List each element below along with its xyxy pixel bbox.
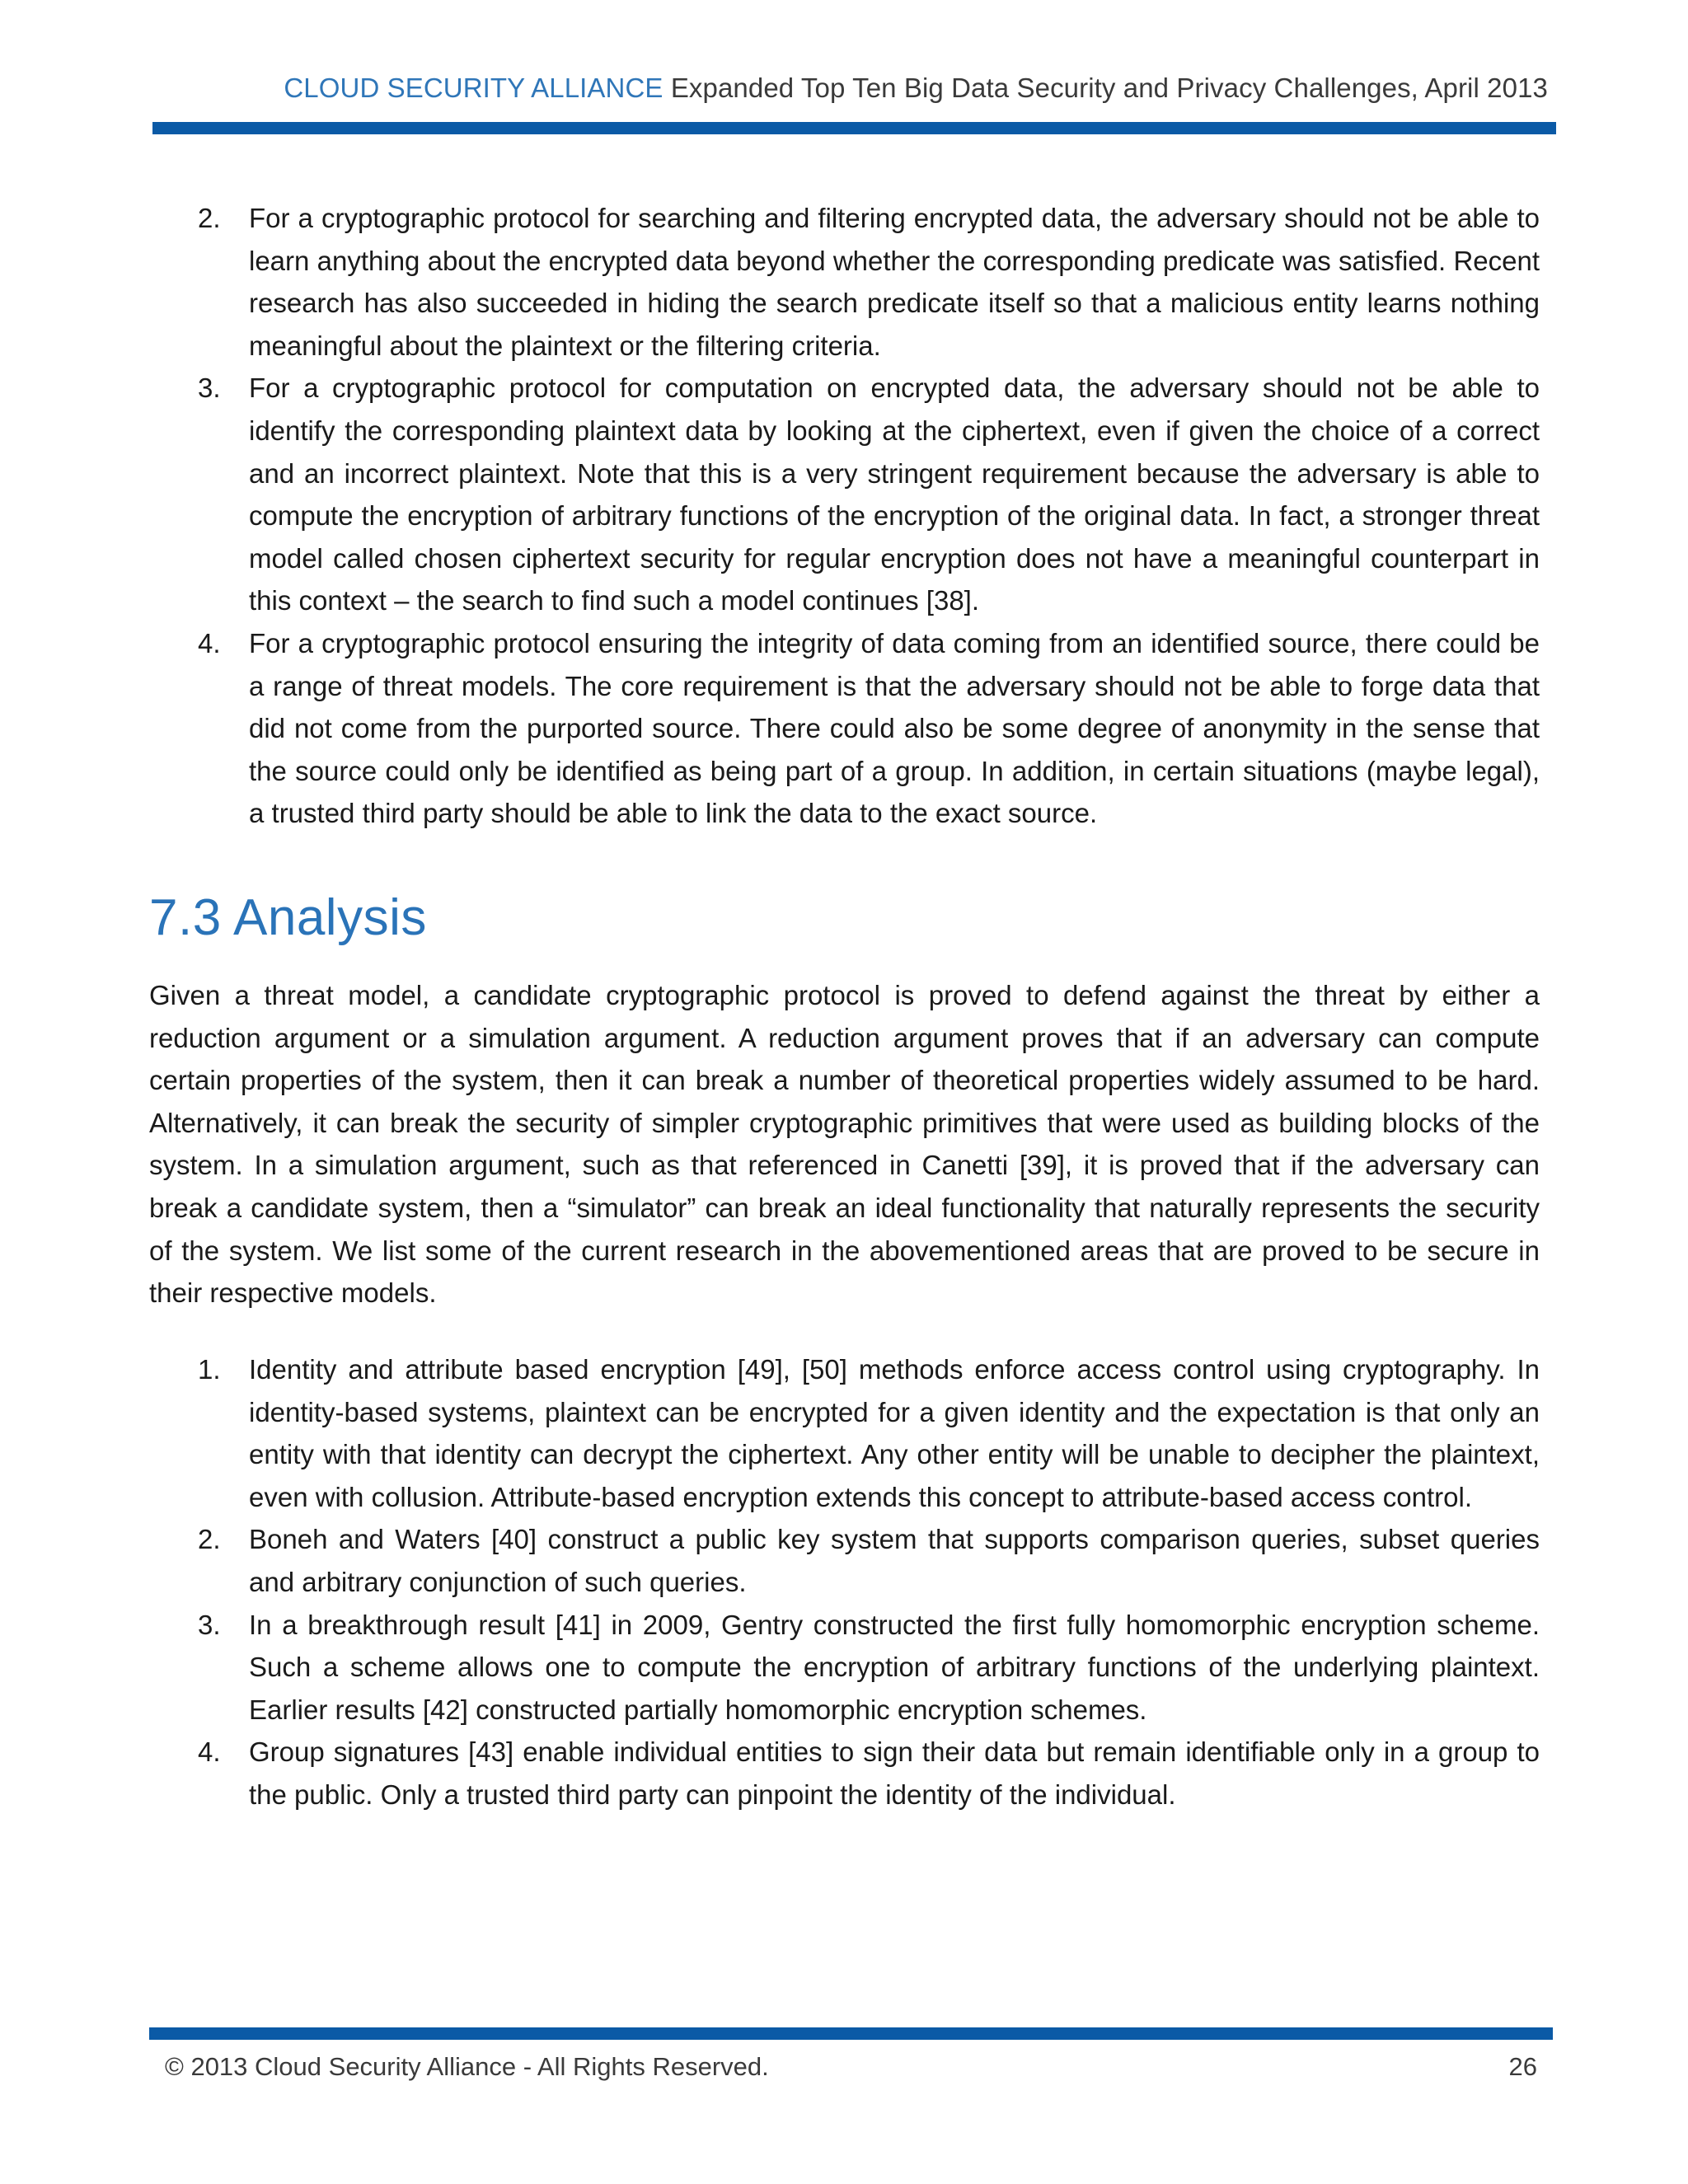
footer-copyright: © 2013 Cloud Security Alliance - All Rights Reserved. bbox=[165, 2052, 769, 2081]
list-item-text: For a cryptographic protocol for computation on encrypted data, the adversary should not be able to identify the corresponding plaintext data by looking at the ciphertext, even if given the choice of a correct and an incorrect plaintext. Note that this is a very stringent requirement because the adversary is able to compute the encryption of arbitrary functions of the encryption of the original data. In fact, a stronger threat model called chosen ciphertext security for regular encryption does not have a meaningful counterpart in this context – the search to find such a model continues [38]. bbox=[249, 373, 1540, 616]
list-item-text: For a cryptographic protocol for searching and filtering encrypted data, the adversary should not be able to learn anything about the encrypted data beyond whether the corresponding predicate was satisfied. Recent research has also succeeded in hiding the search predicate itself so that a malicious entity learns nothing meaningful about the plaintext or the filtering criteria. bbox=[249, 203, 1540, 361]
list-item bbox=[198, 1348, 1540, 1518]
list-item-text: Group signatures [43] enable individual entities to sign their data but remain identifiable only in a group to the public. Only a trusted third party can pinpoint the identity of the individual. bbox=[249, 1736, 1540, 1810]
section-heading: 7.3 Analysis bbox=[149, 889, 427, 946]
list-item bbox=[198, 1731, 1540, 1816]
research-list bbox=[198, 1348, 1540, 1816]
list-item-number: 4. bbox=[198, 1736, 221, 1768]
list-item-text: For a cryptographic protocol ensuring the integrity of data coming from an identified source, there could be a range of threat models. The core requirement is that the adversary should not be able to forge data that did not come from the purported source. There could also be some degree of anonymity in the sense that the source could only be identified as being part of a group. In addition, in certain situations (maybe legal), a trusted third party should be able to link the data to the exact source. bbox=[249, 627, 1540, 829]
list-item bbox=[198, 1518, 1540, 1603]
list-item-text: Identity and attribute based encryption [49], [50] methods enforce access control using cryptography. In identity-based systems, plaintext can be encrypted for a given identity and the expectation is that only an entity with that identity can decrypt the ciphertext. Any other entity will be unable to decipher the plaintext, even with collusion. Attribute-based encryption extends this concept to attribute-based access control. bbox=[249, 1354, 1540, 1512]
analysis-paragraph: Given a threat model, a candidate cryptographic protocol is proved to defend against the threat by either a reduction argument or a simulation argument. A reduction argument proves that if an adversary can compute certain properties of the system, then it can break a number of theoretical properties widely assumed to be hard. Alternatively, it can break the security of simpler cryptographic primitives that were used as building blocks of the system. In a simulation argument, such as that referenced in Canetti [39], it is proved that if the adversary can break a candidate system, then a “simulator” can break an ideal functionality that naturally represents the security of the system. We list some of the current research in the abovementioned areas that are proved to be secure in their respective models. bbox=[149, 980, 1540, 1309]
list-item-number: 4. bbox=[198, 627, 221, 658]
running-header bbox=[284, 73, 1548, 104]
header-title-text: Expanded Top Ten Big Data Security and Privacy Challenges, April 2013 bbox=[670, 73, 1548, 103]
list-item-number: 3. bbox=[198, 1609, 221, 1640]
header-divider bbox=[152, 122, 1556, 134]
list-item bbox=[198, 367, 1540, 622]
list-item bbox=[198, 622, 1540, 835]
list-item-number: 2. bbox=[198, 203, 221, 233]
list-item bbox=[198, 197, 1540, 367]
header-org: CLOUD SECURITY ALLIANCE bbox=[284, 73, 663, 103]
footer-divider bbox=[149, 2027, 1553, 2040]
list-item-number: 3. bbox=[198, 373, 221, 404]
list-item-number: 2. bbox=[198, 1524, 221, 1555]
list-item-text: Boneh and Waters [40] construct a public key system that supports comparison queries, subset queries and arbitrary conjunction of such queries. bbox=[249, 1524, 1540, 1597]
page-number: 26 bbox=[1508, 2052, 1537, 2081]
list-item-text: In a breakthrough result [41] in 2009, Gentry constructed the first fully homomorphic encryption scheme. Such a scheme allows one to compute the encryption of arbitrary functions of the underlying plaintext. Earlier results [42] constructed partially homomorphic encryption schemes. bbox=[249, 1609, 1540, 1725]
list-item-number: 1. bbox=[198, 1354, 221, 1385]
threat-model-list bbox=[198, 197, 1540, 835]
list-item bbox=[198, 1604, 1540, 1732]
